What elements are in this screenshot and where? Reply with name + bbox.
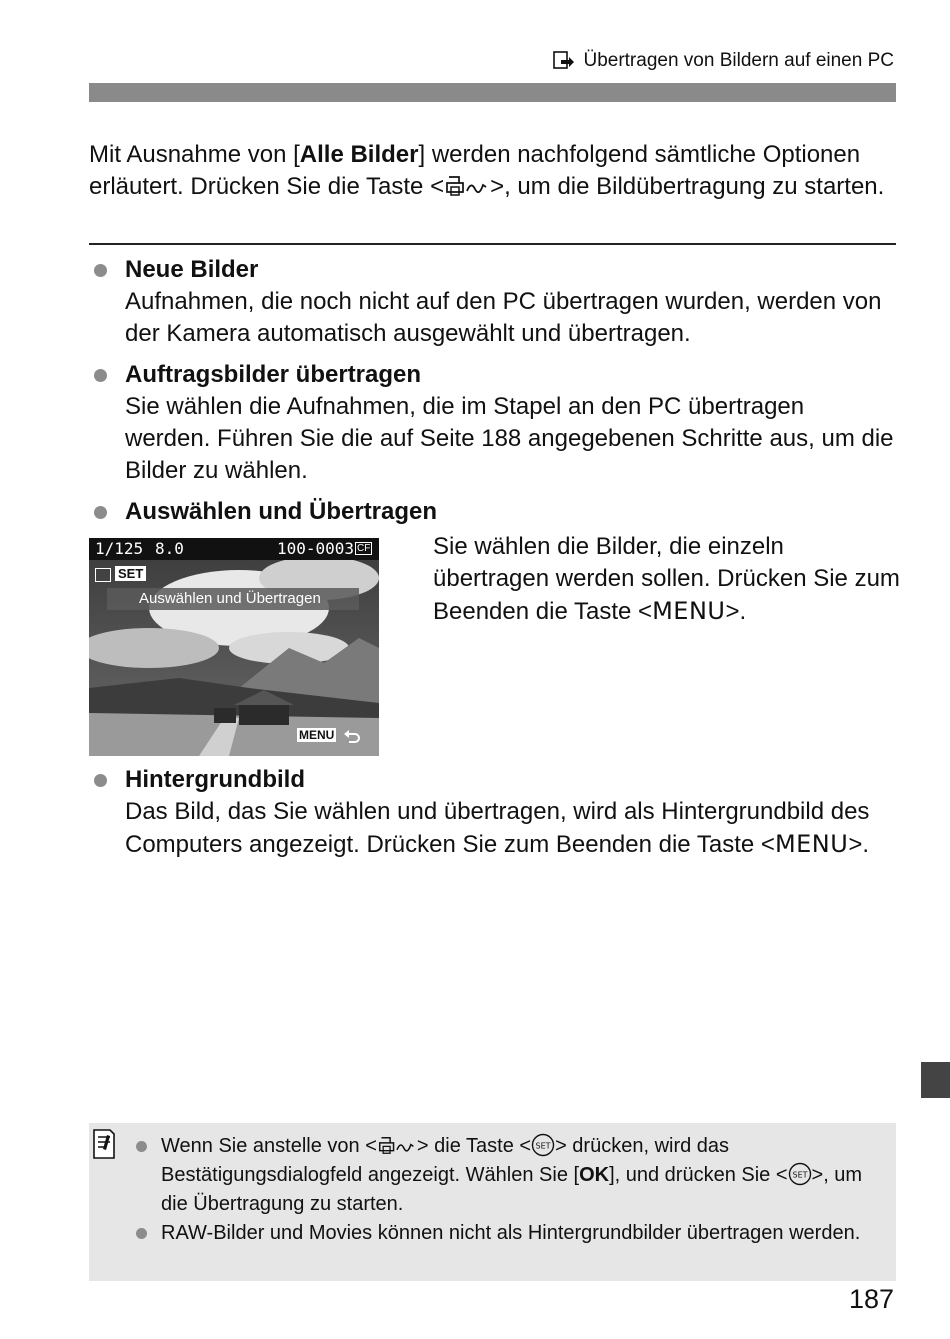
cam-aperture: 8.0 <box>155 539 184 558</box>
svg-text:SET: SET <box>792 1170 808 1180</box>
header-bar <box>89 83 896 102</box>
return-arrow-icon <box>343 728 361 744</box>
option-auswaehlen-description <box>433 531 903 628</box>
note-item <box>133 1219 873 1248</box>
print-share-icon <box>444 175 490 197</box>
menu-button-label: MENU <box>774 830 849 858</box>
cam-caption: Auswählen und Übertragen <box>107 588 359 610</box>
note-text-3: > drücken, wird das Bestätigungsdialogfeld angezeigt. Wählen Sie [ <box>161 1135 730 1186</box>
note-text-1: Wenn Sie anstelle von < <box>161 1135 377 1157</box>
intro-text-3: >, um die Bildübertragung zu starten. <box>490 173 885 200</box>
memo-icon <box>91 1127 117 1161</box>
bullet <box>94 506 107 519</box>
bullet <box>136 1228 147 1239</box>
chapter-tab <box>921 1062 950 1098</box>
intro-bold-option: Alle Bilder <box>299 141 419 168</box>
print-share-icon <box>377 1136 417 1155</box>
note-item <box>133 1132 873 1219</box>
option-neue-bilder <box>89 254 896 350</box>
menu-button-label: MENU <box>652 597 726 625</box>
svg-text:SET: SET <box>535 1141 551 1151</box>
bullet <box>94 774 107 787</box>
note-text-2: > die Taste < <box>416 1135 532 1157</box>
cam-shutter: 1/125 <box>95 539 144 558</box>
set-button-icon <box>788 1162 812 1186</box>
note-ok-label: OK <box>579 1164 610 1186</box>
note-text-5: >, um die Übertragung zu starten. <box>161 1164 863 1215</box>
camera-screen-image <box>89 538 379 756</box>
header-title: Übertragen von Bildern auf einen PC <box>583 50 894 71</box>
option-description-end: >. <box>725 598 747 625</box>
cam-file-number: 100-0003 <box>277 539 355 558</box>
option-title: Auftragsbilder übertragen <box>125 361 422 388</box>
option-auftragsbilder <box>89 359 896 487</box>
note-text <box>133 1132 873 1219</box>
option-title: Hintergrundbild <box>125 766 305 793</box>
bullet <box>94 264 107 277</box>
bullet <box>94 369 107 382</box>
intro-text-1: Mit Ausnahme von [ <box>89 141 300 168</box>
option-description: Aufnahmen, die noch nicht auf den PC übertragen wurden, werden von der Kamera automatisch ausgewählt und übertragen. <box>125 288 882 347</box>
option-auswaehlen <box>89 496 896 528</box>
intro-paragraph <box>89 139 896 203</box>
running-header <box>553 50 894 72</box>
transfer-to-pc-icon <box>553 51 575 71</box>
note-box <box>89 1123 896 1281</box>
option-description: Sie wählen die Aufnahmen, die im Stapel an den PC übertragen werden. Führen Sie die auf Seite 188 angegebenen Schritte aus, um die Bilder zu wählen. <box>125 393 894 484</box>
note-text-4: ], und drücken Sie < <box>609 1164 788 1186</box>
section-rule <box>89 243 896 245</box>
option-description <box>89 796 896 861</box>
cam-card-icon: CF <box>357 543 371 554</box>
option-description: Sie wählen die Bilder, die einzeln übertragen werden sollen. Drücken Sie zum Beenden die Taste < <box>433 533 900 625</box>
option-hintergrundbild <box>89 764 896 861</box>
option-description-end: >. <box>848 831 870 858</box>
intro-text-2: ] werden nachfolgend sämtliche Optionen erläutert. Drücken Sie die Taste < <box>89 141 861 200</box>
set-button-icon <box>531 1133 555 1157</box>
bullet <box>136 1141 147 1152</box>
cam-set-label: SET <box>115 566 146 581</box>
cam-transfer-icon <box>95 568 111 582</box>
option-title: Auswählen und Übertragen <box>125 498 438 525</box>
cam-menu-label: MENU <box>299 728 335 742</box>
option-title: Neue Bilder <box>125 256 259 283</box>
page-number: 187 <box>848 1284 894 1314</box>
note-text: RAW-Bilder und Movies können nicht als Hintergrundbilder übertragen werden. <box>161 1222 861 1244</box>
option-description-text: Das Bild, das Sie wählen und übertragen, wird als Hintergrundbild des Computers angezeigt. Drücken Sie zum Beenden die Taste < <box>125 798 870 858</box>
